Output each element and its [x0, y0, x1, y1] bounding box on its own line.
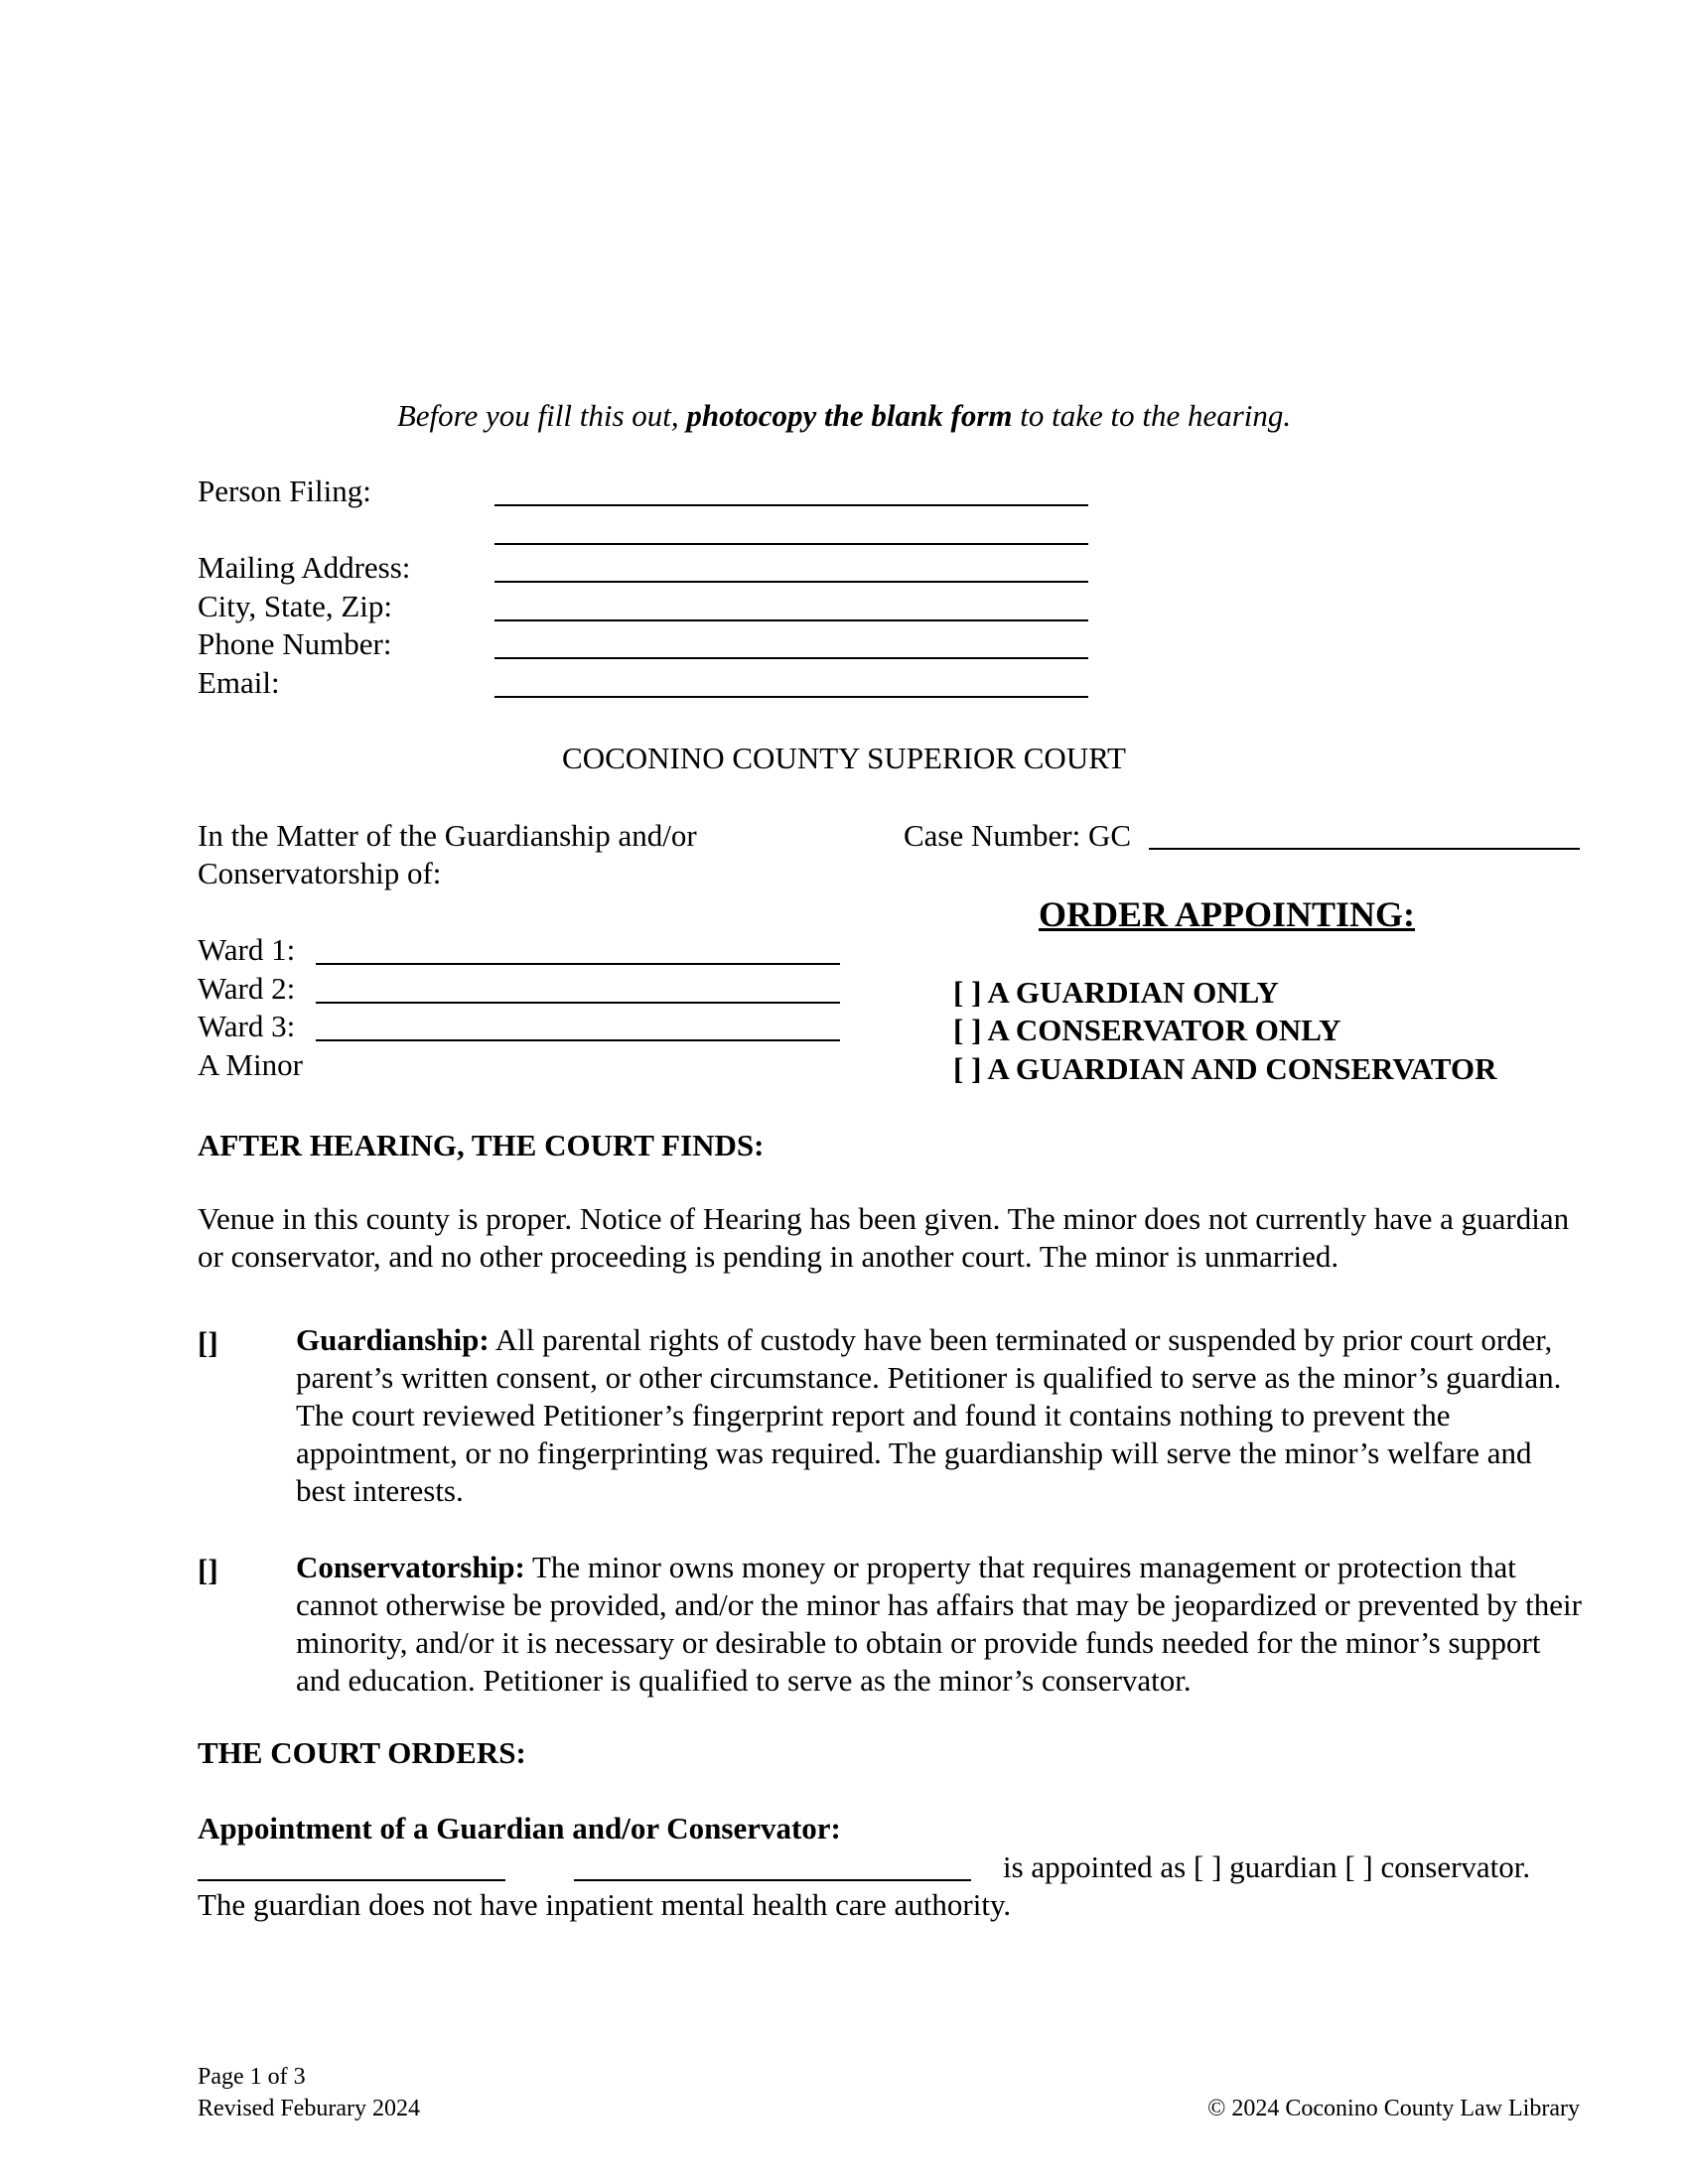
order-option-both[interactable]: [ ] A GUARDIAN AND CONSERVATOR [953, 1051, 1497, 1086]
findings-heading: AFTER HEARING, THE COURT FINDS: [198, 1128, 765, 1162]
guardianship-paragraph [296, 1321, 1587, 1510]
ward-2-field[interactable] [316, 1002, 840, 1004]
ward-1-field[interactable] [316, 963, 840, 965]
footer-revised: Revised Feburary 2024 [198, 2096, 420, 2121]
mailing-address-field[interactable] [494, 581, 1088, 583]
person-filing-field-2[interactable] [494, 543, 1088, 545]
phone-number-label: Phone Number: [198, 626, 392, 661]
appointee-last-name-field[interactable] [574, 1879, 971, 1881]
mailing-address-label: Mailing Address: [198, 550, 411, 585]
city-state-zip-label: City, State, Zip: [198, 589, 393, 623]
footer-page-number: Page 1 of 3 [198, 2064, 306, 2090]
matter-line-2: Conservatorship of: [198, 856, 442, 890]
ward-1-label: Ward 1: [198, 932, 296, 967]
order-title: ORDER APPOINTING: [1039, 894, 1416, 934]
city-state-zip-field[interactable] [494, 619, 1088, 621]
conservatorship-text: The minor owns money or property that requires management or protection that cannot otherwise be provided, and/or the minor has affairs that may be jeopardized or prevented by their minority, and/or it is necessary or desirable to obtain or provide funds needed for the minor’s support and education. Petitioner is qualified to serve as the minor’s conservator. [296, 1550, 1582, 1698]
appointment-heading: Appointment of a Guardian and/or Conservator: [198, 1811, 841, 1845]
instruction-pre: Before you fill this out, [396, 398, 687, 433]
email-field[interactable] [494, 696, 1088, 698]
order-option-conservator[interactable]: [ ] A CONSERVATOR ONLY [953, 1013, 1341, 1047]
authority-text: The guardian does not have inpatient mental health care authority. [198, 1887, 1012, 1922]
conservatorship-checkbox[interactable]: [] [198, 1553, 218, 1587]
appointed-text: is appointed as [ ] guardian [ ] conservator. [1003, 1849, 1531, 1884]
instruction-line [0, 400, 1688, 431]
guardianship-title: Guardianship: [296, 1322, 490, 1357]
email-label: Email: [198, 665, 280, 700]
ward-3-label: Ward 3: [198, 1009, 296, 1043]
person-filing-field[interactable] [494, 504, 1088, 506]
person-filing-label: Person Filing: [198, 474, 371, 508]
court-name: COCONINO COUNTY SUPERIOR COURT [562, 741, 1126, 775]
matter-line-1: In the Matter of the Guardianship and/or [198, 818, 697, 853]
venue-paragraph: Venue in this county is proper. Notice of Hearing has been given. The minor does not currently have a guardian or conservator, and no other proceeding is pending in another court. The minor is unmarried. [198, 1201, 1570, 1274]
ward-2-label: Ward 2: [198, 971, 296, 1006]
phone-number-field[interactable] [494, 657, 1088, 659]
case-number-label: Case Number: GC [904, 818, 1132, 853]
instruction-post: to take to the hearing. [1012, 398, 1292, 433]
footer-copyright: © 2024 Coconino County Law Library [1207, 2096, 1580, 2121]
minor-label: A Minor [198, 1047, 303, 1082]
instruction-bold: photocopy the blank form [686, 398, 1013, 433]
guardianship-text: All parental rights of custody have been terminated or suspended by prior court order, parent’s written consent, or other circumstance. Petitioner is qualified to serve as the minor’s guardian. The court reviewed Petitioner’s fingerprint report and found it contains nothing to prevent the appointment, or no fingerprinting was required. The guardianship will serve the minor’s welfare and best interests. [296, 1322, 1562, 1508]
appointee-first-name-field[interactable] [198, 1879, 505, 1881]
order-option-guardian[interactable]: [ ] A GUARDIAN ONLY [953, 975, 1279, 1010]
guardianship-checkbox[interactable]: [] [198, 1325, 218, 1360]
ward-3-field[interactable] [316, 1039, 840, 1041]
conservatorship-title: Conservatorship: [296, 1550, 525, 1584]
orders-heading: THE COURT ORDERS: [198, 1735, 526, 1770]
conservatorship-paragraph [296, 1549, 1587, 1700]
case-number-field[interactable] [1149, 848, 1580, 850]
